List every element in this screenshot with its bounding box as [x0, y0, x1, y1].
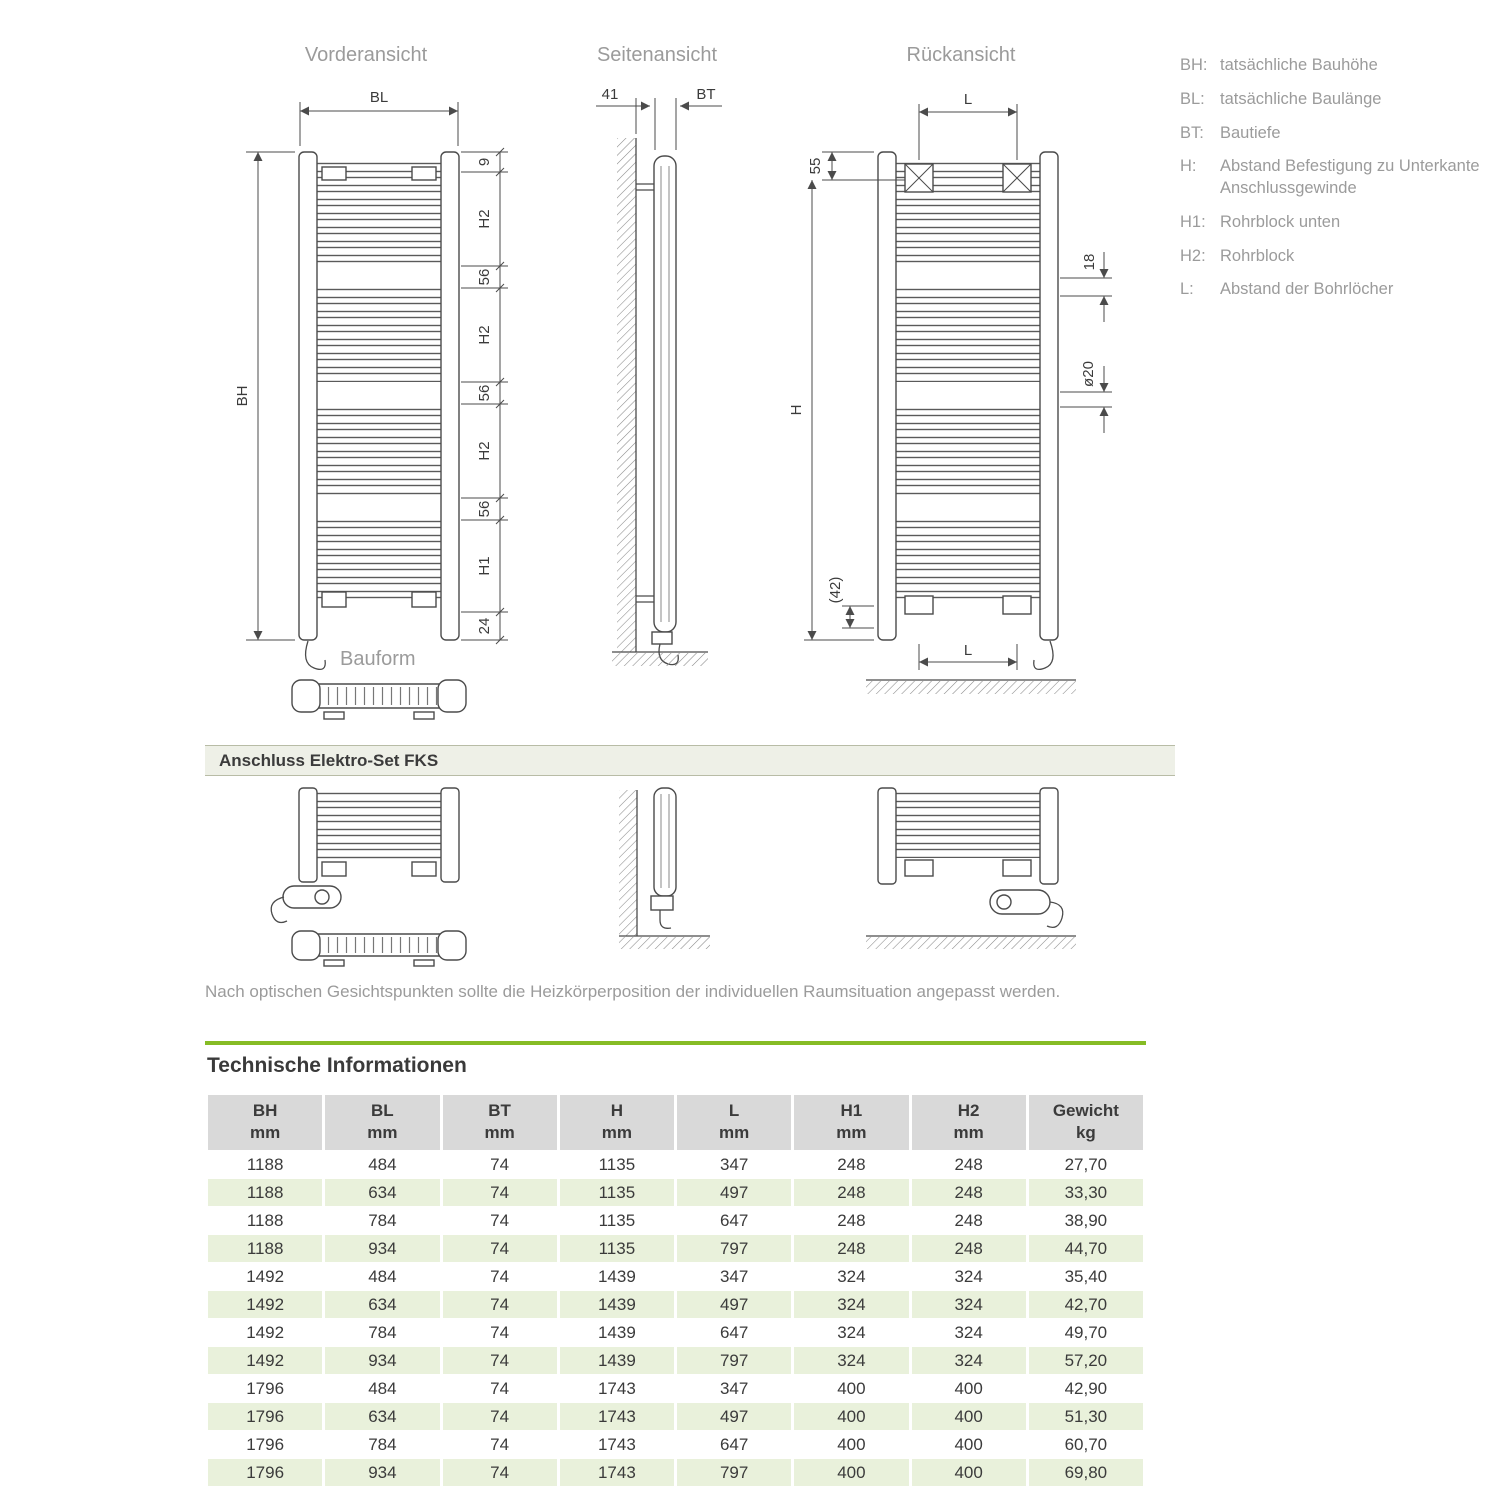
table-row	[208, 1235, 1143, 1262]
table-cell: 934	[325, 1347, 439, 1374]
legend-item	[1180, 89, 1490, 111]
table-cell: 497	[677, 1291, 791, 1318]
anschluss-rear-drawing	[866, 788, 1076, 949]
table-cell: 934	[325, 1235, 439, 1262]
legend-key: L:	[1180, 280, 1194, 299]
front-chain-h2a: H2	[476, 209, 493, 229]
table-cell: 248	[912, 1179, 1026, 1206]
rear-dim-18: 18	[1081, 253, 1098, 271]
column-header: BH mm	[208, 1095, 322, 1150]
table-cell: 324	[912, 1263, 1026, 1290]
table-cell: 784	[325, 1431, 439, 1458]
table-cell: 400	[794, 1431, 908, 1458]
table-cell: 1188	[208, 1207, 322, 1234]
table-cell: 634	[325, 1179, 439, 1206]
note-text: Nach optischen Gesichtspunkten sollte die Heizkörperposition der individuellen Raumsituation angepasst werden.	[205, 982, 1061, 1001]
table-cell: 42,90	[1029, 1375, 1143, 1402]
table-cell: 1439	[560, 1347, 674, 1374]
legend-text: Abstand der Bohrlöcher	[1220, 280, 1394, 299]
legend-key: BH:	[1180, 56, 1208, 74]
table-cell: 797	[677, 1459, 791, 1486]
table-cell: 60,70	[1029, 1431, 1143, 1458]
side-view-drawing	[596, 86, 722, 666]
table-cell: 74	[443, 1319, 557, 1346]
electro-element	[283, 886, 341, 908]
table-cell: 248	[794, 1179, 908, 1206]
table-cell: 1188	[208, 1151, 322, 1178]
table-cell: 1743	[560, 1459, 674, 1486]
table-cell: 1796	[208, 1403, 322, 1430]
legend-item	[1180, 156, 1490, 200]
table-row	[208, 1179, 1143, 1206]
front-chain-h2c: H2	[476, 441, 493, 461]
legend-key: BL:	[1180, 89, 1205, 108]
side-dim-41: 41	[601, 86, 619, 103]
table-row	[208, 1207, 1143, 1234]
legend-text: Abstand Befestigung zu Unterkante Anschlussgewinde	[1220, 157, 1480, 198]
table-cell: 797	[677, 1347, 791, 1374]
table-cell: 497	[677, 1179, 791, 1206]
table-cell: 400	[912, 1459, 1026, 1486]
table-cell: 1796	[208, 1431, 322, 1458]
table-cell: 74	[443, 1403, 557, 1430]
table-cell: 33,30	[1029, 1179, 1143, 1206]
legend-item	[1180, 246, 1490, 268]
table-cell: 647	[677, 1431, 791, 1458]
table-cell: 484	[325, 1151, 439, 1178]
table-cell: 1796	[208, 1459, 322, 1486]
table-cell: 1135	[560, 1207, 674, 1234]
table-cell: 1439	[560, 1291, 674, 1318]
table-cell: 347	[677, 1263, 791, 1290]
table-cell: 484	[325, 1263, 439, 1290]
table-cell: 1743	[560, 1403, 674, 1430]
table-cell: 324	[912, 1291, 1026, 1318]
front-chain-h2b: H2	[476, 325, 493, 345]
table-cell: 647	[677, 1319, 791, 1346]
table-cell: 797	[677, 1235, 791, 1262]
table-cell: 74	[443, 1151, 557, 1178]
side-dim-bt: BT	[696, 86, 716, 103]
electro-element	[651, 896, 673, 910]
table-cell: 1492	[208, 1319, 322, 1346]
rear-dim-l-bottom: L	[963, 642, 973, 659]
table-cell: 49,70	[1029, 1319, 1143, 1346]
front-chain-56c: 56	[476, 500, 493, 518]
rear-dim-55: 55	[807, 157, 824, 175]
table-cell: 484	[325, 1375, 439, 1402]
cable-hook	[306, 641, 326, 669]
front-chain-9: 9	[476, 157, 493, 167]
section-title: Anschluss Elektro-Set FKS	[219, 750, 439, 770]
table-cell: 400	[794, 1459, 908, 1486]
table-cell: 324	[794, 1263, 908, 1290]
table-cell: 400	[794, 1403, 908, 1430]
table-cell: 74	[443, 1263, 557, 1290]
anschluss-front-drawing	[271, 788, 466, 966]
table-row	[208, 1403, 1143, 1430]
table-row	[208, 1151, 1143, 1178]
table-cell: 1492	[208, 1347, 322, 1374]
legend-text: tatsächliche Baulänge	[1220, 89, 1382, 108]
column-header: BT mm	[443, 1095, 557, 1150]
table-cell: 1188	[208, 1235, 322, 1262]
table-cell: 1492	[208, 1291, 322, 1318]
legend-key: H2:	[1180, 246, 1206, 265]
table-cell: 27,70	[1029, 1151, 1143, 1178]
column-header: L mm	[677, 1095, 791, 1150]
table-cell: 42,70	[1029, 1291, 1143, 1318]
table-cell: 248	[912, 1207, 1026, 1234]
rear-view-title: Rückansicht	[906, 44, 1016, 66]
legend-text: Bautiefe	[1220, 123, 1281, 142]
front-dim-bl: BL	[369, 89, 389, 106]
table-cell: 74	[443, 1179, 557, 1206]
table-cell: 400	[912, 1431, 1026, 1458]
table-row	[208, 1459, 1143, 1486]
rear-dim-h: H	[788, 404, 805, 416]
table-cell: 347	[677, 1151, 791, 1178]
table-cell: 1188	[208, 1179, 322, 1206]
table-cell: 1743	[560, 1375, 674, 1402]
rear-dim-42: (42)	[827, 576, 844, 604]
table-cell: 634	[325, 1403, 439, 1430]
table-cell: 74	[443, 1431, 557, 1458]
table-row	[208, 1319, 1143, 1346]
table-cell: 647	[677, 1207, 791, 1234]
table-cell: 74	[443, 1375, 557, 1402]
legend-key: BT:	[1180, 123, 1204, 142]
table-row	[208, 1263, 1143, 1290]
column-header: H2 mm	[912, 1095, 1026, 1150]
table-cell: 248	[912, 1151, 1026, 1178]
table-cell: 74	[443, 1207, 557, 1234]
table-cell: 934	[325, 1459, 439, 1486]
table-cell: 400	[912, 1375, 1026, 1402]
table-cell: 248	[794, 1235, 908, 1262]
legend-item	[1180, 123, 1490, 145]
legend-text: Rohrblock unten	[1220, 212, 1341, 231]
front-chain-h1: H1	[476, 556, 493, 576]
front-view-drawing	[234, 89, 508, 719]
table-cell: 38,90	[1029, 1207, 1143, 1234]
table-cell: 69,80	[1029, 1459, 1143, 1486]
table-cell: 1492	[208, 1263, 322, 1290]
table-cell: 347	[677, 1375, 791, 1402]
legend-item	[1180, 279, 1490, 301]
column-header: BL mm	[325, 1095, 439, 1150]
front-view-title: Vorderansicht	[304, 44, 428, 66]
table-cell: 57,20	[1029, 1347, 1143, 1374]
table-cell: 74	[443, 1235, 557, 1262]
front-chain-24: 24	[476, 617, 493, 635]
table-cell: 1796	[208, 1375, 322, 1402]
table-cell: 1743	[560, 1431, 674, 1458]
table-cell: 324	[794, 1291, 908, 1318]
table-cell: 784	[325, 1319, 439, 1346]
side-view-title: Seitenansicht	[596, 44, 718, 66]
table-cell: 1439	[560, 1263, 674, 1290]
table-cell: 51,30	[1029, 1403, 1143, 1430]
bauform-label: Bauform	[340, 648, 416, 670]
front-dim-bh: BH	[234, 385, 251, 407]
table-cell: 324	[912, 1319, 1026, 1346]
column-header: Gewicht kg	[1029, 1095, 1143, 1150]
table-cell: 248	[794, 1151, 908, 1178]
table-cell: 1135	[560, 1151, 674, 1178]
table-row	[208, 1347, 1143, 1374]
table-row	[208, 1291, 1143, 1318]
bauform-profile	[292, 680, 466, 719]
bauform-profile-small	[292, 931, 466, 966]
column-header: H1 mm	[794, 1095, 908, 1150]
legend-key: H1:	[1180, 212, 1206, 231]
cable-hook	[660, 910, 671, 928]
table-row	[208, 1375, 1143, 1402]
rear-dim-l-top: L	[963, 91, 973, 108]
accent-divider	[205, 1041, 1146, 1045]
cable-hook	[1034, 641, 1053, 669]
table-cell: 1135	[560, 1179, 674, 1206]
table-cell: 248	[794, 1207, 908, 1234]
table-cell: 324	[794, 1347, 908, 1374]
legend-item	[1180, 212, 1490, 234]
table-cell: 74	[443, 1459, 557, 1486]
legend-text: Rohrblock	[1220, 246, 1295, 265]
rear-dim-dia20: ø20	[1080, 361, 1097, 387]
rear-view-drawing	[788, 91, 1112, 694]
dimension-legend	[1180, 55, 1490, 313]
table-cell: 74	[443, 1347, 557, 1374]
section-header-anschluss	[205, 745, 1175, 776]
table-cell: 1135	[560, 1235, 674, 1262]
table-cell: 324	[794, 1319, 908, 1346]
table-header-row	[208, 1095, 1143, 1150]
table-cell: 497	[677, 1403, 791, 1430]
tech-table	[205, 1094, 1146, 1487]
front-chain-56b: 56	[476, 384, 493, 402]
table-cell: 44,70	[1029, 1235, 1143, 1262]
table-cell: 400	[794, 1375, 908, 1402]
front-chain-56a: 56	[476, 268, 493, 286]
column-header: H mm	[560, 1095, 674, 1150]
legend-text: tatsächliche Bauhöhe	[1220, 56, 1378, 74]
table-row	[208, 1431, 1143, 1458]
table-cell: 784	[325, 1207, 439, 1234]
table-cell: 248	[912, 1235, 1026, 1262]
table-cell: 324	[912, 1347, 1026, 1374]
anschluss-side-drawing	[619, 788, 710, 949]
table-cell: 1439	[560, 1319, 674, 1346]
table-cell: 400	[912, 1403, 1026, 1430]
table-cell: 634	[325, 1291, 439, 1318]
table-title: Technische Informationen	[207, 1054, 467, 1077]
table-cell: 35,40	[1029, 1263, 1143, 1290]
legend-item	[1180, 55, 1490, 77]
table-cell: 74	[443, 1291, 557, 1318]
legend-key: H:	[1180, 157, 1197, 176]
